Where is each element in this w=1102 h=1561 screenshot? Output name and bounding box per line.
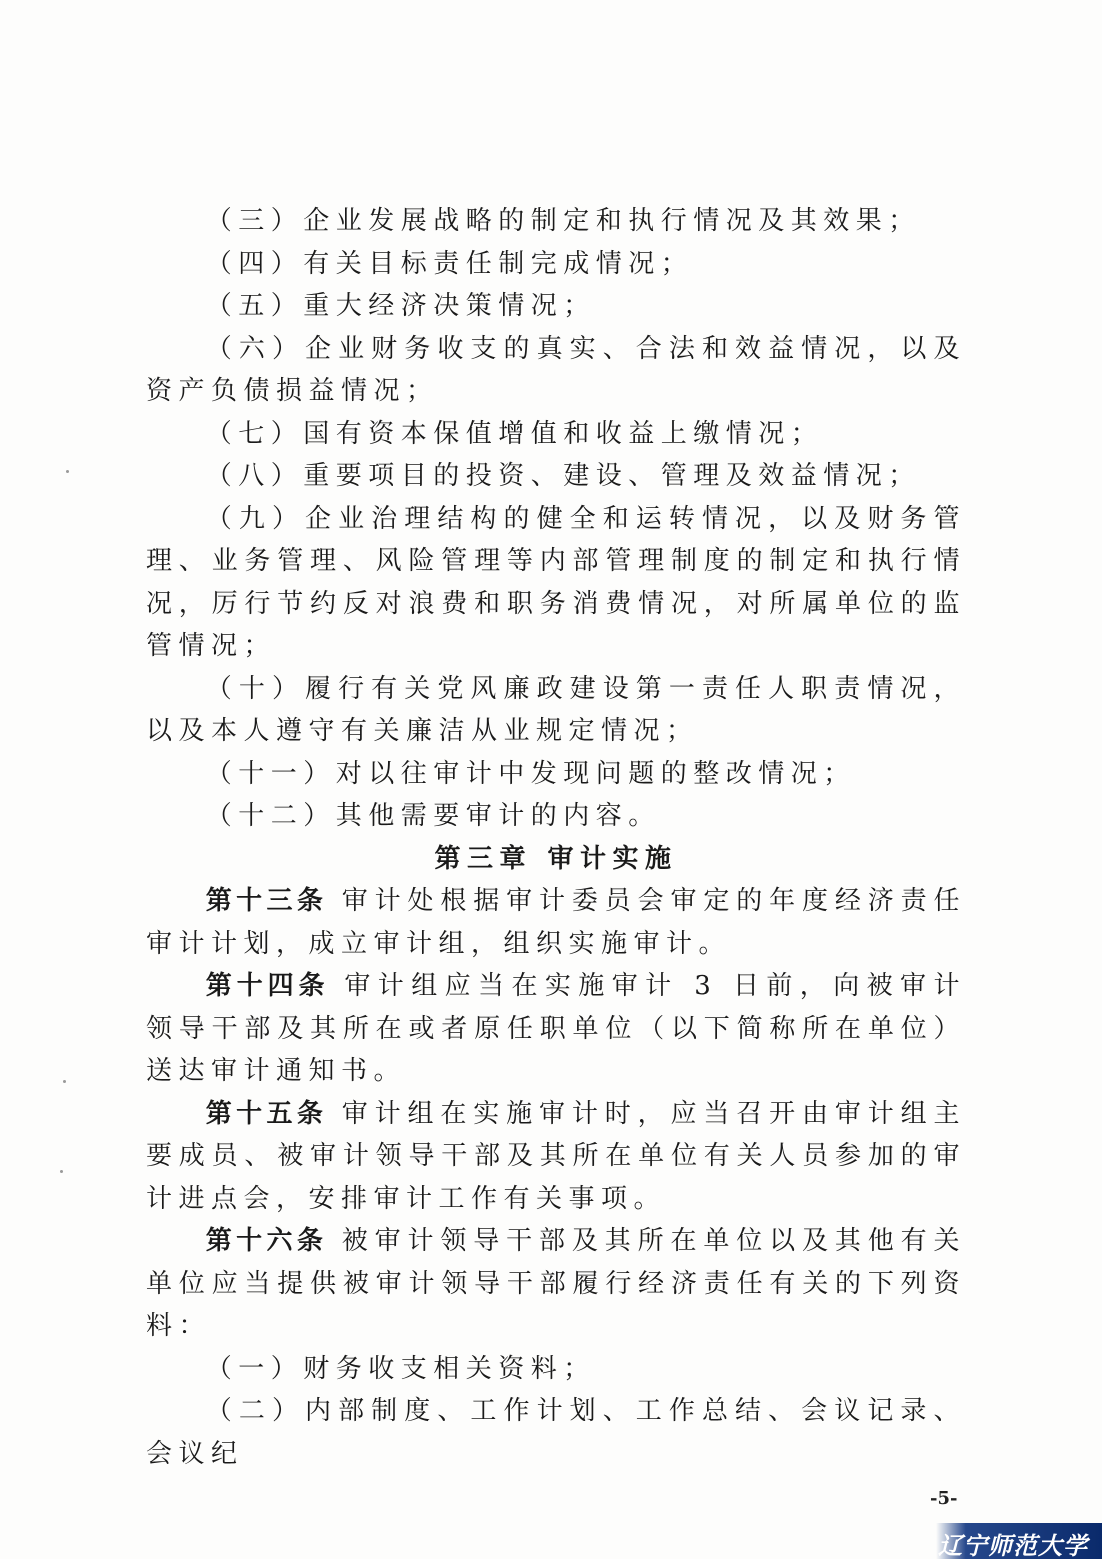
paragraph-item-4: （四）有关目标责任制完成情况； xyxy=(205,248,694,279)
university-watermark xyxy=(936,1523,1102,1559)
paragraph-item-8: （八）重要项目的投资、建设、管理及效益情况； xyxy=(205,461,921,491)
watermark-text: 辽宁师范大学 xyxy=(938,1532,1088,1560)
paragraph-item-7: （七）国有资本保值增值和收益上缴情况； xyxy=(205,418,824,449)
article-16 xyxy=(146,1220,966,1348)
article-text: 审计组在实施审计时，应当召开由审计组主要成员、被审计领导干部及其所在单位有关人员参加的审计进点会，安排审计工作有关事项。 xyxy=(146,1098,966,1214)
article-text: 审计组应当在实施审计 3 日前，向被审计领导干部及其所在或者原任职单位（以下简称所在单位）送达审计通知书。 xyxy=(146,971,966,1086)
article-14 xyxy=(146,965,966,1093)
paragraph-item-11: （十一）对以往审计中发现问题的整改情况； xyxy=(205,758,856,789)
scan-speck xyxy=(66,470,69,473)
article-label: 第十三条 xyxy=(205,886,328,916)
article-label: 第十四条 xyxy=(205,971,330,1001)
article-text: 审计处根据审计委员会审定的年度经济责任审计计划，成立审计组，组织实施审计。 xyxy=(146,886,966,959)
article-13 xyxy=(146,880,966,965)
scan-speck xyxy=(63,1080,66,1083)
scan-speck xyxy=(60,1170,63,1173)
page-number: -5- xyxy=(930,1488,958,1509)
paragraph-item-10: （十）履行有关党风廉政建设第一责任人职责情况，以及本人遵守有关廉洁从业规定情况； xyxy=(146,673,966,746)
paragraph-item-9: （九）企业治理结构的健全和运转情况，以及财务管理、业务管理、风险管理等内部管理制度的制定和执行情况，厉行节约反对浪费和职务消费情况，对所属单位的监管情况； xyxy=(146,503,966,661)
article-label: 第十六条 xyxy=(205,1226,328,1256)
paragraph-item-6: （六）企业财务收支的真实、合法和效益情况，以及资产负债损益情况； xyxy=(146,333,966,406)
list-item-1: （一）财务收支相关资料； xyxy=(205,1353,596,1384)
article-label: 第十五条 xyxy=(205,1098,328,1129)
article-text: 被审计领导干部及其所在单位以及其他有关单位应当提供被审计领导干部履行经济责任有关的下列资料： xyxy=(146,1226,966,1341)
document-body xyxy=(146,200,966,1475)
paragraph-item-5: （五）重大经济决策情况； xyxy=(205,291,596,321)
paragraph-item-12: （十二）其他需要审计的内容。 xyxy=(205,801,661,831)
list-item-2: （二）内部制度、工作计划、工作总结、会议记录、会议纪 xyxy=(146,1396,966,1469)
chapter-heading: 第三章 审计实施 xyxy=(434,843,678,874)
article-15 xyxy=(146,1093,966,1221)
paragraph-item-3: （三）企业发展战略的制定和执行情况及其效果； xyxy=(205,206,921,236)
